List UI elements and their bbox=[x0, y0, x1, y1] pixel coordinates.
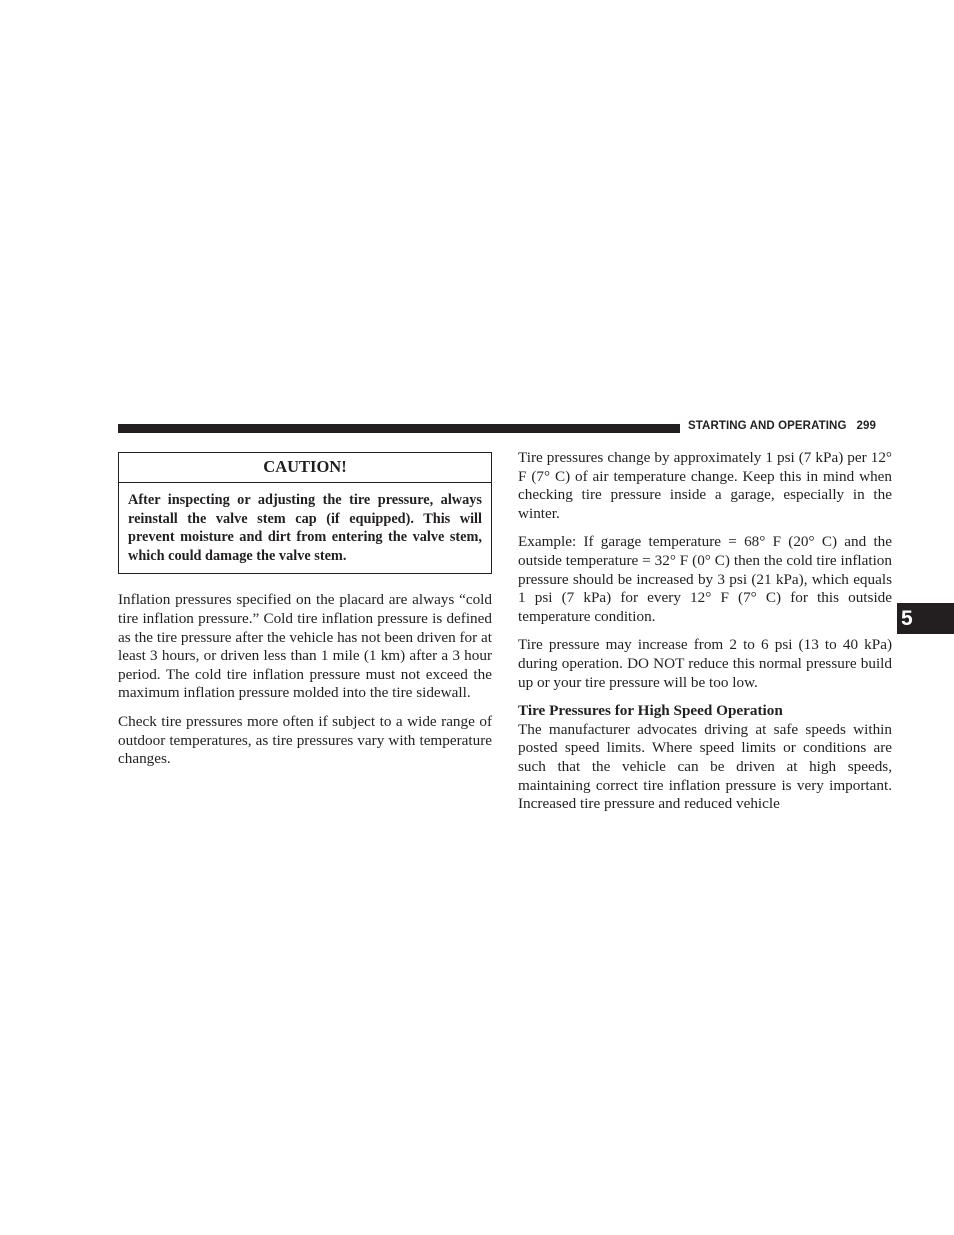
paragraph: Tire pressures change by approximately 1 psi (7 kPa) per 12° F (7° C) of air temperature change. Keep this in mind when checking tire pressure inside a garage, especially in the winter. bbox=[518, 449, 892, 522]
caution-box bbox=[118, 452, 492, 574]
caution-body: After inspecting or adjusting the tire pressure, always reinstall the valve stem cap (if equipped). This will prevent moisture and dirt from entering the valve stem, which could damage the valve stem. bbox=[128, 492, 482, 564]
paragraph: Inflation pressures specified on the placard are always “cold tire inflation pressure.” Cold tire inflation pressure is defined as the tire pressure after the vehicle has not been driven for at least 3 hours, or driven less than 1 mile (1 km) after a 3 hour period. The cold tire inflation pressure must not exceed the maximum inflation pressure molded into the tire sidewall. bbox=[118, 591, 492, 702]
paragraph: The manufacturer advocates driving at safe speeds within posted speed limits. Where speed limits or conditions are such that the vehicle can be driven at high speeds, maintaining correct tire inflation pressure is very important. Increased tire pressure and reduced vehicle bbox=[518, 720, 892, 813]
section-title: STARTING AND OPERATING bbox=[688, 420, 847, 432]
paragraph: Check tire pressures more often if subject to a wide range of outdoor temperatures, as tire pressures vary with temperature changes. bbox=[118, 712, 492, 768]
header-rule bbox=[118, 424, 680, 433]
left-column bbox=[118, 452, 492, 779]
paragraph: Example: If garage temperature = 68° F (20° C) and the outside temperature = 32° F (0° C) then the cold tire inflation pressure should be increased by 3 psi (21 kPa), which equals 1 psi (7 kPa) for every 12° F (7° C) for this outside temperature condition. bbox=[518, 533, 892, 625]
right-column bbox=[518, 449, 892, 814]
page-number: 299 bbox=[856, 420, 877, 432]
chapter-tab: 5 bbox=[897, 603, 954, 634]
running-header bbox=[688, 420, 876, 432]
paragraph: Tire pressure may increase from 2 to 6 psi (13 to 40 kPa) during operation. DO NOT reduce this normal pressure build up or your tire pressure will be too low. bbox=[518, 636, 892, 691]
caution-title: CAUTION! bbox=[119, 453, 491, 483]
subheading: Tire Pressures for High Speed Operation bbox=[518, 702, 783, 720]
